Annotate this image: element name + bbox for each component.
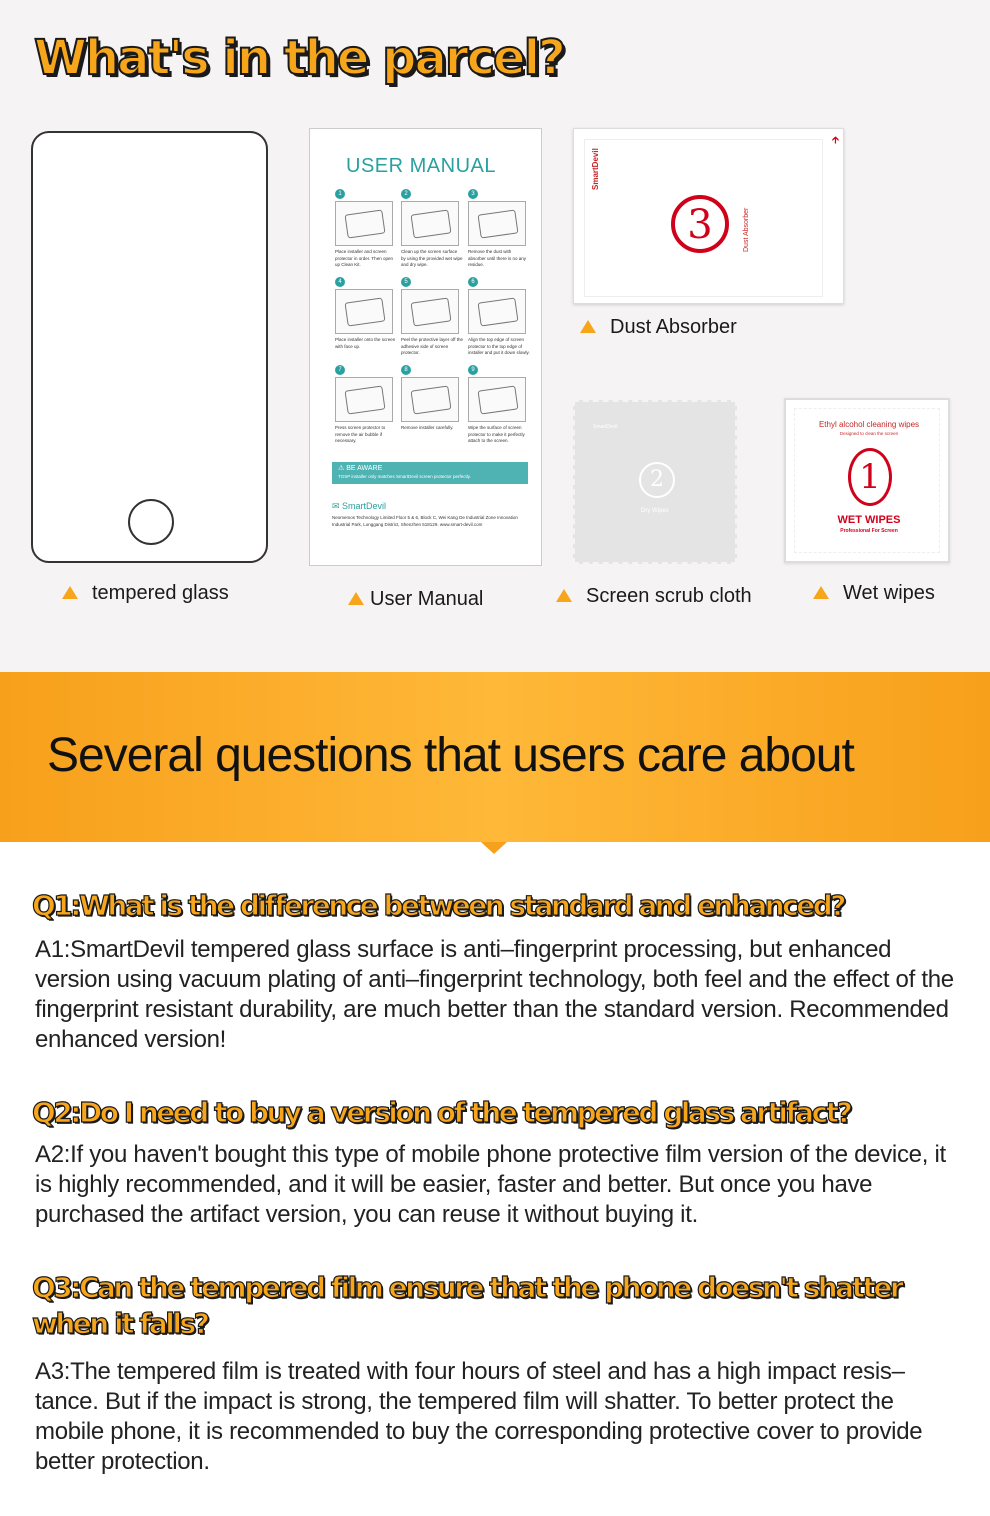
manual-brand: ✉ SmartDevil [332, 501, 387, 511]
step-number: 1 [335, 189, 345, 199]
cloth-brand: SmartDevil [593, 424, 618, 430]
warning-icon: ⚠ [338, 465, 347, 472]
step-illustration [335, 289, 393, 334]
mail-icon: ✉ [332, 501, 343, 511]
step-text: Clean up the screen surface by using the provided wet wipe and dry wipe. [401, 249, 463, 267]
user-manual-image [309, 128, 542, 566]
step-illustration [468, 289, 526, 334]
step-number: 3 [468, 189, 478, 199]
caption-tempered-glass: tempered glass [62, 582, 229, 605]
step-illustration [401, 201, 459, 246]
step-text: Press screen protector to remove the air bubble if necessary. [335, 425, 386, 443]
absorber-label: Dust Absorber [743, 207, 750, 252]
faq-answer-3: A3:The tempered film is treated with four hours of steel and has a high impact resis–tance. But if the impact is strong, the tempered film will shatter. To better protect the mobile phone, it is recommended to buy the corresponding protective cover to provide better protection. [35, 1358, 923, 1475]
caption-wet-wipes: Wet wipes [813, 582, 935, 605]
step-text: Align the top edge of screen protector to the top edge of installer and put it down slowly. [468, 337, 530, 355]
triangle-icon [813, 586, 829, 599]
arrow-up-icon: 🡱 [831, 135, 839, 146]
absorber-brand: SmartDevil [591, 148, 600, 190]
parcel-title: What's in the parcel? [34, 30, 564, 86]
be-aware-box [332, 462, 528, 484]
wipe-subtitle: Designed to clean the screen [839, 431, 899, 436]
step-text: Place installer onto the screen with face up. [335, 337, 396, 349]
step-number: 5 [401, 277, 411, 287]
step-number: 8 [401, 365, 411, 375]
wipe-number: 1 [848, 448, 892, 506]
cloth-number: 2 [639, 462, 675, 498]
manual-title: USER MANUAL [346, 155, 496, 177]
wipe-name: WET WIPES [837, 514, 901, 526]
wipe-name-sub: Professional For Screen [840, 528, 898, 534]
faq-question-3: Q3:Can the tempered film ensure that the phone doesn't shatter when it falls? [32, 1271, 902, 1340]
step-number: 2 [401, 189, 411, 199]
scrub-cloth-image [573, 400, 737, 564]
step-illustration [401, 377, 459, 422]
step-number: 6 [468, 277, 478, 287]
caption-user-manual: User Manual [348, 588, 483, 611]
wet-wipes-image [784, 398, 950, 563]
faq-answer-1: A1:SmartDevil tempered glass surface is anti–fingerprint processing, but enhanced version using vacuum plating of anti–fingerprint technology, both feel and the effect of the fingerprint resistant durability, are much better than the standard version. Recommended enhanced version! [35, 936, 954, 1053]
step-illustration [468, 377, 526, 422]
step-text: Place installer and screen protector in order. Then open up Clean Kit. [335, 249, 393, 267]
triangle-icon [62, 586, 78, 599]
home-button-icon [128, 499, 174, 545]
triangle-icon [556, 589, 572, 602]
faq-answer-2: A2:If you haven't bought this type of mobile phone protective film version of the device, it is highly recommended, and it will be easier, faster and better. But once you have purchased the artifact version, you can reuse it without buying it. [35, 1141, 946, 1228]
step-number: 4 [335, 277, 345, 287]
manual-address: Neomemos Technology Limited Floor 5 & 6, Block C, Wei Kang De Industrial Zone Innovation Industrial Park, Longgang District, Shenzhen 518129. www.smart-devil.com [332, 515, 518, 527]
faq-banner [0, 672, 990, 842]
step-illustration [468, 201, 526, 246]
tempered-glass-illustration [31, 131, 268, 563]
banner-pointer [481, 842, 507, 854]
step-number: 9 [468, 365, 478, 375]
step-text: Peel the protective layer off the adhesive side of screen protector. [401, 337, 463, 355]
caption-dust-absorber: Dust Absorber [580, 316, 737, 339]
cloth-label: Dry Wipes [641, 508, 669, 514]
triangle-icon [348, 592, 364, 605]
step-text: Wipe the surface of screen protector to make it perfectly attach to the screen. [468, 425, 525, 443]
step-number: 7 [335, 365, 345, 375]
be-aware-text: TGSP installer only matches SmartDevil screen protector perfectly. [338, 474, 471, 479]
step-text: Remove installer carefully. [401, 425, 454, 430]
step-text: Remove the dust with absorber until there is no any residue. [468, 249, 527, 267]
step-illustration [335, 377, 393, 422]
absorber-number: 3 [671, 195, 729, 253]
be-aware-title: BE AWARE [346, 465, 383, 472]
step-illustration [335, 201, 393, 246]
faq-question-1: Q1:What is the difference between standard and enhanced? [32, 889, 844, 922]
faq-question-2: Q2:Do I need to buy a version of the tempered glass artifact? [32, 1096, 851, 1129]
step-illustration [401, 289, 459, 334]
wipe-title: Ethyl alcohol cleaning wipes [818, 420, 920, 429]
parcel-section [0, 0, 990, 672]
triangle-icon [580, 320, 596, 333]
caption-scrub-cloth: Screen scrub cloth [556, 585, 752, 608]
banner-title: Several questions that users care about [47, 729, 854, 782]
dust-absorber-image [573, 128, 844, 304]
